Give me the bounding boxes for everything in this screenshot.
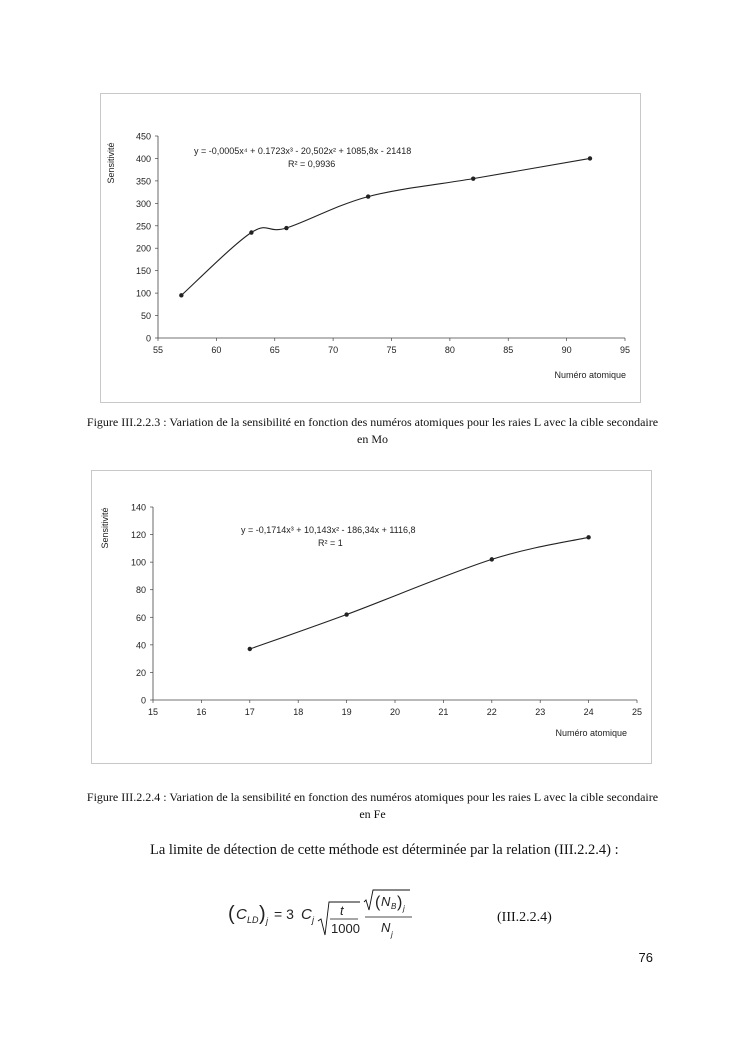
chart-fe-x-tick-label: 25 — [631, 707, 643, 717]
chart-mo-data-point — [588, 156, 592, 160]
chart-fe-x-tick-label: 22 — [486, 707, 497, 717]
chart-mo-y-tick-label: 150 — [135, 266, 151, 277]
chart-fe-y-tick-label: 140 — [130, 502, 146, 513]
chart-fe-r-squared: R² = 1 — [318, 538, 343, 548]
svg-text:(: ( — [375, 894, 381, 911]
chart-mo — [100, 93, 641, 403]
svg-text:(: ( — [228, 903, 235, 925]
chart-fe-x-tick-label: 18 — [293, 707, 304, 717]
svg-text:N: N — [381, 920, 391, 935]
chart-fe-y-tick-label: 40 — [135, 640, 146, 651]
detection-limit-equation — [228, 888, 428, 948]
chart-mo-data-point — [284, 226, 288, 230]
svg-text:N: N — [381, 894, 391, 909]
chart-fe-x-tick-label: 20 — [389, 707, 401, 717]
chart-mo-y-tick-label: 400 — [135, 153, 151, 164]
chart-mo-y-tick-label: 250 — [135, 221, 151, 232]
svg-text:t: t — [340, 903, 344, 918]
chart-fe-y-tick-label: 60 — [135, 612, 146, 623]
chart-fe-x-tick-label: 19 — [341, 707, 352, 717]
svg-text:): ) — [397, 894, 403, 911]
chart-mo-x-tick-label: 90 — [561, 345, 572, 355]
chart-mo-y-axis-label: Sensitivité — [106, 142, 116, 184]
svg-text:= 3: = 3 — [274, 906, 294, 922]
chart-mo-frame — [101, 94, 641, 403]
chart-mo-x-tick-label: 95 — [619, 345, 631, 355]
chart-fe-y-tick-label: 80 — [135, 585, 146, 596]
chart-fe-x-tick-label: 24 — [583, 707, 594, 717]
figure-caption-fe: Figure III.2.2.4 : Variation de la sensibilité en fonction des numéros atomiques pour les raies L avec la cible secondaire en Fe — [86, 790, 659, 821]
chart-fe-y-tick-label: 0 — [140, 695, 146, 706]
chart-mo-x-tick-label: 65 — [269, 345, 280, 355]
chart-mo-y-tick-label: 100 — [135, 288, 151, 299]
chart-mo-x-tick-label: 70 — [328, 345, 339, 355]
chart-fe-y-tick-label: 120 — [130, 530, 146, 541]
svg-text:C: C — [236, 906, 247, 923]
chart-mo-x-tick-label: 60 — [211, 345, 222, 355]
chart-fe — [91, 470, 652, 764]
chart-mo-y-tick-label: 50 — [140, 311, 151, 322]
svg-text:j: j — [391, 930, 393, 939]
chart-mo-y-tick-label: 300 — [135, 198, 151, 209]
svg-text:j: j — [403, 904, 405, 913]
svg-text:1000: 1000 — [331, 921, 360, 936]
chart-fe-x-tick-label: 16 — [196, 707, 207, 717]
chart-fe-data-point — [586, 535, 590, 539]
body-paragraph: La limite de détection de cette méthode est déterminée par la relation (III.2.2.4) : — [150, 842, 619, 858]
chart-mo-data-point — [471, 176, 475, 180]
chart-mo-y-tick-label: 350 — [135, 176, 151, 187]
chart-fe-x-axis-label: Numéro atomique — [555, 728, 627, 738]
chart-fe-x-tick-label: 21 — [438, 707, 449, 717]
chart-fe-data-point — [344, 612, 348, 616]
equation-number: (III.2.2.4) — [497, 910, 552, 925]
chart-mo-x-tick-label: 75 — [386, 345, 397, 355]
chart-mo-y-tick-label: 200 — [135, 243, 151, 254]
chart-mo-data-point — [179, 293, 183, 297]
chart-fe-data-point — [490, 557, 494, 561]
chart-mo-x-tick-label: 85 — [503, 345, 514, 355]
chart-mo-x-tick-label: 80 — [444, 345, 455, 355]
chart-mo-data-point — [366, 194, 370, 198]
svg-text:j: j — [312, 915, 314, 925]
chart-mo-x-axis-label: Numéro atomique — [554, 370, 626, 380]
svg-text:B: B — [391, 902, 397, 911]
svg-text:j: j — [266, 916, 268, 926]
chart-fe-y-tick-label: 100 — [130, 557, 146, 568]
chart-fe-y-axis-label: Sensitivité — [100, 507, 110, 549]
chart-fe-trend-equation: y = -0,1714x³ + 10,143x² - 186,34x + 1116,8 — [241, 525, 416, 535]
chart-fe-x-tick-label: 17 — [244, 707, 255, 717]
chart-mo-x-tick-label: 55 — [152, 345, 164, 355]
chart-fe-frame — [92, 471, 652, 764]
chart-fe-x-tick-label: 23 — [535, 707, 546, 717]
chart-mo-r-squared: R² = 0,9936 — [288, 159, 336, 169]
chart-mo-data-point — [249, 230, 253, 234]
chart-fe-data-point — [248, 647, 252, 651]
chart-mo-y-tick-label: 0 — [145, 333, 151, 344]
chart-mo-trend-equation: y = -0,0005x⁴ + 0.1723x³ - 20,502x² + 1085,8x - 21418 — [194, 146, 412, 156]
figure-caption-mo: Figure III.2.2.3 : Variation de la sensibilité en fonction des numéros atomiques pour les raies L avec la cible secondaire en Mo — [86, 415, 659, 446]
chart-fe-x-tick-label: 15 — [147, 707, 159, 717]
page-number: 76 — [638, 950, 653, 965]
chart-mo-y-tick-label: 450 — [135, 131, 151, 142]
svg-text:LD: LD — [247, 915, 259, 925]
svg-text:C: C — [301, 906, 312, 923]
chart-fe-y-tick-label: 20 — [135, 667, 146, 678]
svg-text:): ) — [259, 903, 266, 925]
